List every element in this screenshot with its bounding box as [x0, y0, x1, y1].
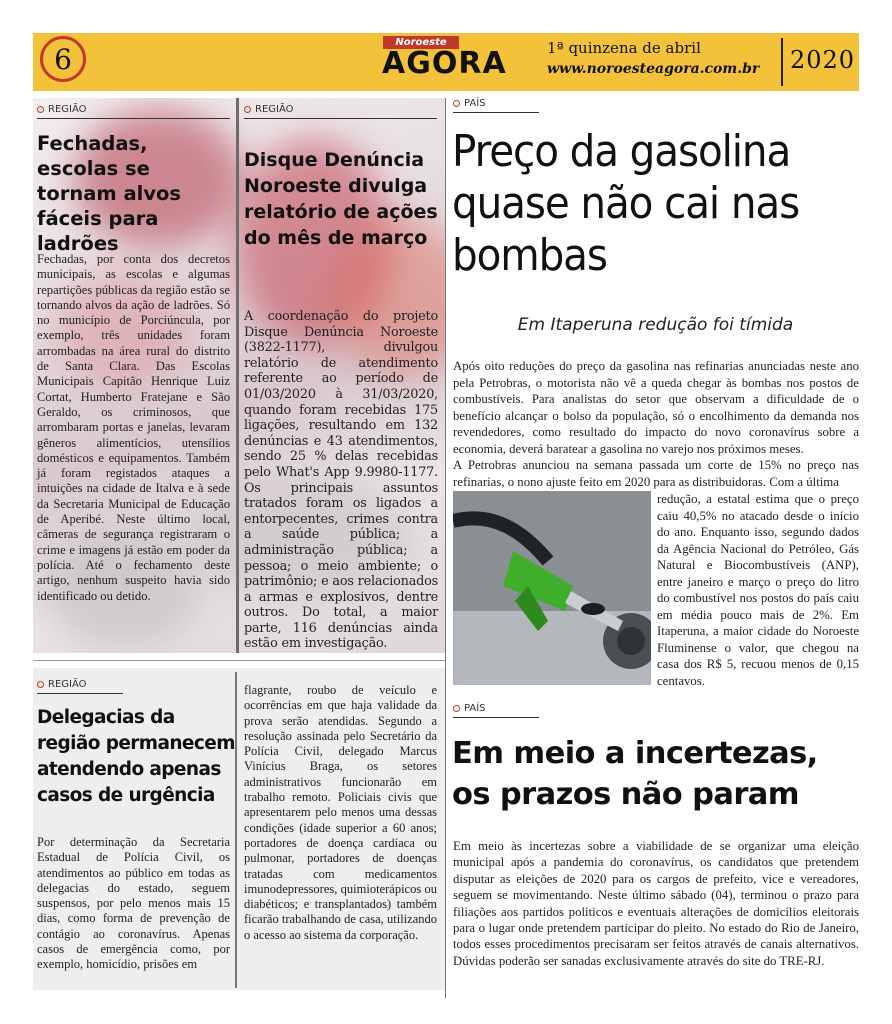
section-tag-rule	[37, 693, 123, 694]
website-url: www.noroesteagora.com.br	[547, 61, 760, 77]
body-delegacias-col2: flagrante, roubo de veículo e ocorrências em que haja validade da prova serão atendidas. Segundo a resolução assinada pelo Secretário da Polícia Civil, delegado Marcus Vinícius Braga, os setores administrativos funcionarão em trabalho remoto. Policiais civis que apresentarem pelo menos uma dessas condições (idade superior a 60 anos; portadores de doença cardíaca ou pulmonar, portadores de doenças tratadas com medicamentos imunodepressores, quimioterápicos ou diabéticos; e transplantados) também ficarão trabalhando de casa, utilizando o acesso ao sistema da corporação.	[244, 683, 437, 942]
subheadline-gasolina: Em Itaperuna redução foi tímida	[517, 315, 794, 335]
headline-escolas: Fechadas, escolas se tornam alvos fáceis para ladrões	[37, 132, 182, 255]
brand-logo-top: Noroeste	[383, 36, 459, 49]
section-dot-icon	[453, 100, 460, 107]
headline-delegacias: Delegacias da região permanecem atendendo apenas casos de urgência	[37, 707, 235, 806]
section-rule	[33, 660, 445, 661]
headline-disque-denuncia: Disque Denúncia Noroeste divulga relatório de ações do mês de março	[244, 149, 438, 249]
body-disque-denuncia: A coordenação do projeto Disque Denúncia Noroeste (3822-1177), divulgou relatório de atendimento referente ao período de 01/03/2020 à 31/03/2020, quando foram recebidas 175 ligações, resultando em 132 denúncias e 43 atendimentos, sendo 25 % delas recebidas pelo What's App 9.9980-1177. Os principais assuntos tratados foram os ligados a entorpecentes, crimes contra a saúde pública; a administração pública; a pessoa; o meio ambiente; o patrimônio; e aos relacionados a armas e explosivos, dentre outros. Do total, a maior parte, 116 denúncias ainda estão em investigação.	[244, 309, 438, 652]
section-label: PAÍS	[464, 98, 486, 109]
section-tag-rule	[244, 118, 437, 119]
section-tag	[37, 104, 87, 116]
section-label: PAÍS	[464, 703, 486, 714]
section-dot-icon	[37, 681, 44, 688]
header-divider	[781, 38, 783, 86]
section-label: REGIÃO	[255, 104, 294, 115]
section-dot-icon	[37, 106, 44, 113]
edition-year: 2020	[790, 46, 856, 74]
body-escolas: Fechadas, por conta dos decretos municipais, as escolas e algumas repartições públicas da região estão se tornando alvos da ação de ladrões. Só no município de Porciúncula, por exemplo, três unidades foram arrombadas na área rural do distrito de Santa Clara. Das Escolas Municipais Capitão Henrique Luiz Cortat, Humberto Fratejane e São Geraldo, os criminosos, que arrombaram portas e janelas, levaram gêneros alimentícios, utensílios domésticos e equipamentos. Também já foram registados ataques a intuições na cidade de Italva e à sede da Secretaria Municipal de Educação de Aperibé. Neste último local, câmeras de segurança registraram o crime e imagens já estão em poder da polícia. Até o fechamento deste artigo, nenhum suspeito havia sido identificado ou detido.	[37, 252, 230, 603]
body-gasolina-p1: Após oito reduções do preço da gasolina nas refinarias anunciadas neste ano pela Petrobras, o motorista não vê a queda chegar às bombas nos postos de combustíveis. Para analistas do setor que observam a dificuldade de o benefício alcançar o bolso da população, só o encolhimento da demanda nos revendedores, como resultado do impacto do novo coronavírus sobre a economia, deverá baratear a gasolina no varejo nos próximos meses.	[453, 359, 859, 456]
page-center-divider	[445, 98, 446, 998]
brand-logo-text: AGORA	[382, 46, 507, 81]
section-label: REGIÃO	[48, 104, 87, 115]
section-tag	[453, 703, 486, 715]
section-dot-icon	[244, 106, 251, 113]
section-dot-icon	[453, 705, 460, 712]
body-delegacias-col1: Por determinação da Secretaria Estadual de Polícia Civil, os atendimentos ao público em todas as delegacias do estado, seguem suspensos, por pelo menos mais 15 dias, como forma de prevenção de contágio ao coronavírus. Apenas casos de emergência como, por exemplo, homicídio, prisões em	[37, 835, 230, 972]
edition-date: 1ª quinzena de abril	[547, 39, 701, 57]
section-label: REGIÃO	[48, 679, 87, 690]
headline-gasolina: Preço da gasolina quase não cai nas bombas	[452, 126, 800, 281]
section-tag	[453, 98, 486, 110]
fuel-nozzle-icon	[453, 491, 651, 685]
page-number: 6	[40, 36, 86, 82]
section-tag-rule	[453, 112, 539, 113]
brand-logo	[382, 48, 507, 80]
section-tag	[37, 679, 87, 691]
fuel-nozzle-photo	[453, 491, 651, 685]
section-tag-rule	[453, 717, 539, 718]
body-eleicao: Em meio às incertezas sobre a viabilidade de se organizar uma eleição municipal após a pandemia do coronavírus, os candidatos que pretendem disputar as eleições de 2020 para os cargos de prefeito, vice e vereadores, seguem se movimentando. Neste último sábado (04), terminou o prazo para filiações aos partidos políticos e eventuais alterações de domicílios eleitorais para o lugar onde pretendem participar do pleito. No estado do Rio de Janeiro, todos esses procedimentos precisaram ser feitos através de canais alternativos. Dúvidas poderão ser sanadas exclusivamente através do site do TRE-RJ.	[453, 839, 859, 968]
section-tag	[244, 104, 294, 116]
headline-eleicao: Em meio a incertezas, os prazos não param	[452, 736, 818, 812]
body-gasolina-p2: A Petrobras anunciou na semana passada um corte de 15% no preço nas refinarias, o nono ajuste feito em 2020 para as distribuidoras. Com a última	[453, 458, 859, 489]
section-tag-rule	[37, 118, 230, 119]
body-gasolina-p3: redução, a estatal estima que o preço caiu 40,5% no atacado desde o início do ano. Enquanto isso, segundo dados da Agência Nacional do Petróleo, Gás Natural e Biocombustíveis (ANP), entre janeiro e março o preço do litro do combustível nos postos do país caiu em média pouco mais de 2%. Em Itaperuna, a maior cidade do Noroeste Fluminense o valor, que chegou na casa dos R$ 5, recuou menos de 0,15 centavos.	[657, 492, 859, 688]
column-divider	[236, 98, 239, 653]
